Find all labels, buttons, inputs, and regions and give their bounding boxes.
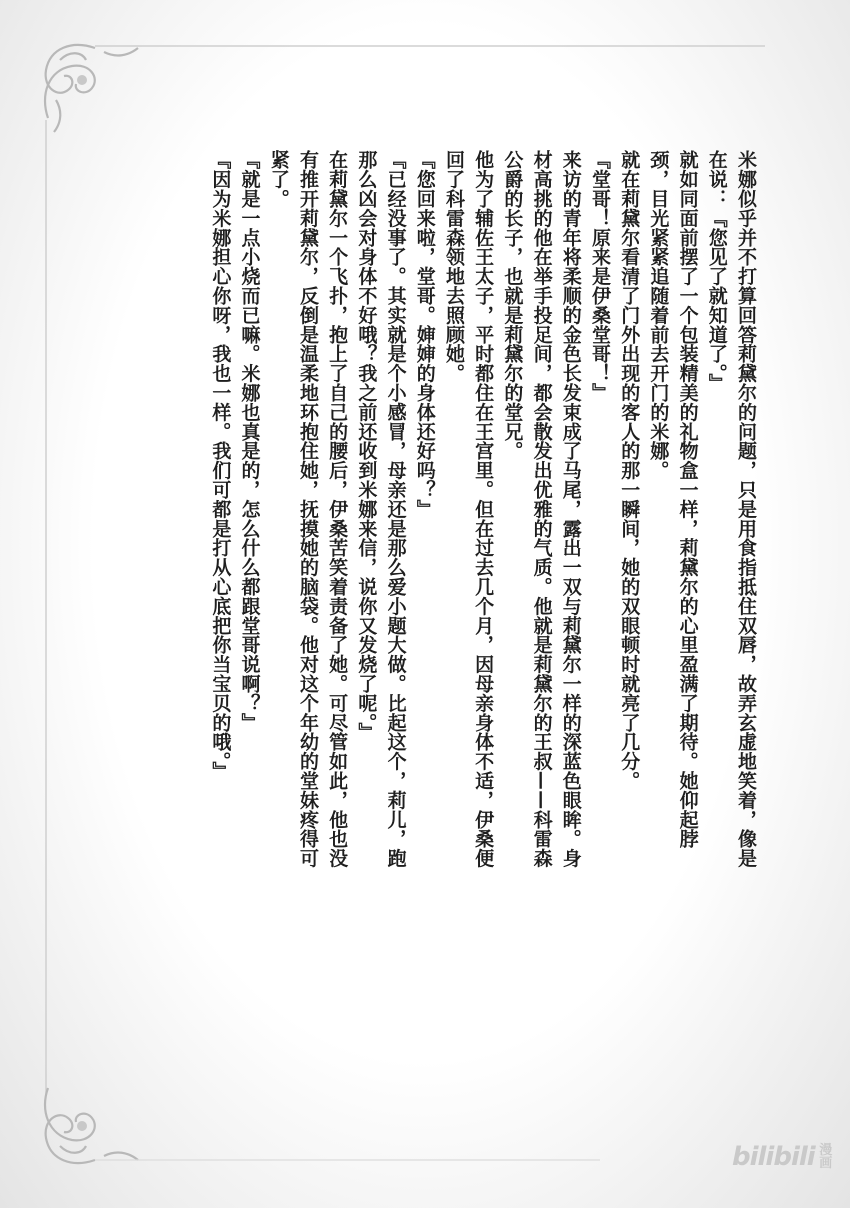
- paragraph: 『就是一点小烧而已嘛。米娜也真是的，怎么什么都跟堂哥说啊？』: [238, 150, 261, 732]
- paragraph: 来访的青年将柔顺的金色长发束成了马尾，露出一双与莉黛尔一样的深蓝色眼眸。身材高挑的他在举手投足间，都会散发出优雅的气质。他就是莉黛尔的王叔——科雷森公爵的长子，也就是莉黛尔的堂兄。: [501, 150, 582, 868]
- paragraph: 就在莉黛尔看清了门外出现的客人的那一瞬间，她的双眼顿时就亮了几分。: [618, 150, 641, 791]
- bilibili-manga-watermark: [732, 1142, 833, 1172]
- paragraph: 在莉黛尔一个飞扑，抱上了自己的腰后，伊桑苦笑着责备了她。可尽管如此，他也没有推开莉黛尔，反倒是温柔地环抱住她，抚摸她的脑袋。他对这个年幼的堂妹疼得可紧了。: [267, 150, 349, 868]
- corner-ornament-bottom: [45, 1088, 138, 1163]
- bilibili-logo: bilibili: [732, 1142, 815, 1172]
- paragraph: 米娜似乎并不打算回答莉黛尔的问题，只是用食指抵住双唇，故弄玄虚地笑着，像是在说：『您见了就知道了。』: [705, 150, 757, 868]
- paragraph: 『堂哥！原来是伊桑堂哥！』: [588, 150, 611, 403]
- paragraph: 『已经没事了。其实就是个小感冒，母亲还是那么爱小题大做。比起这个，莉儿，跑那么凶会对身体不好哦？我之前还收到米娜来信，说你又发烧了呢。』: [355, 150, 407, 868]
- paragraph: 『因为米娜担心你呀，我也一样。我们可都是打从心底把你当宝贝的哦。』: [209, 150, 232, 781]
- paragraph: 『您回来啦，堂哥。婶婶的身体还好吗？』: [413, 150, 436, 519]
- corner-ornament-top: [45, 45, 138, 132]
- paragraph: 他为了辅佐王太子，平时都住在王宫里。但在过去几个月，因母亲身体不适，伊桑便回了科雷森领地去照顾她。: [442, 150, 495, 868]
- vertical-text-body: [120, 150, 760, 880]
- paragraph: 就如同面前摆了一个包装精美的礼物盒一样，莉黛尔的心里盈满了期待。她仰起脖颈，目光紧紧追随着前去开门的米娜。: [647, 150, 699, 849]
- manga-label: 漫画: [819, 1143, 833, 1171]
